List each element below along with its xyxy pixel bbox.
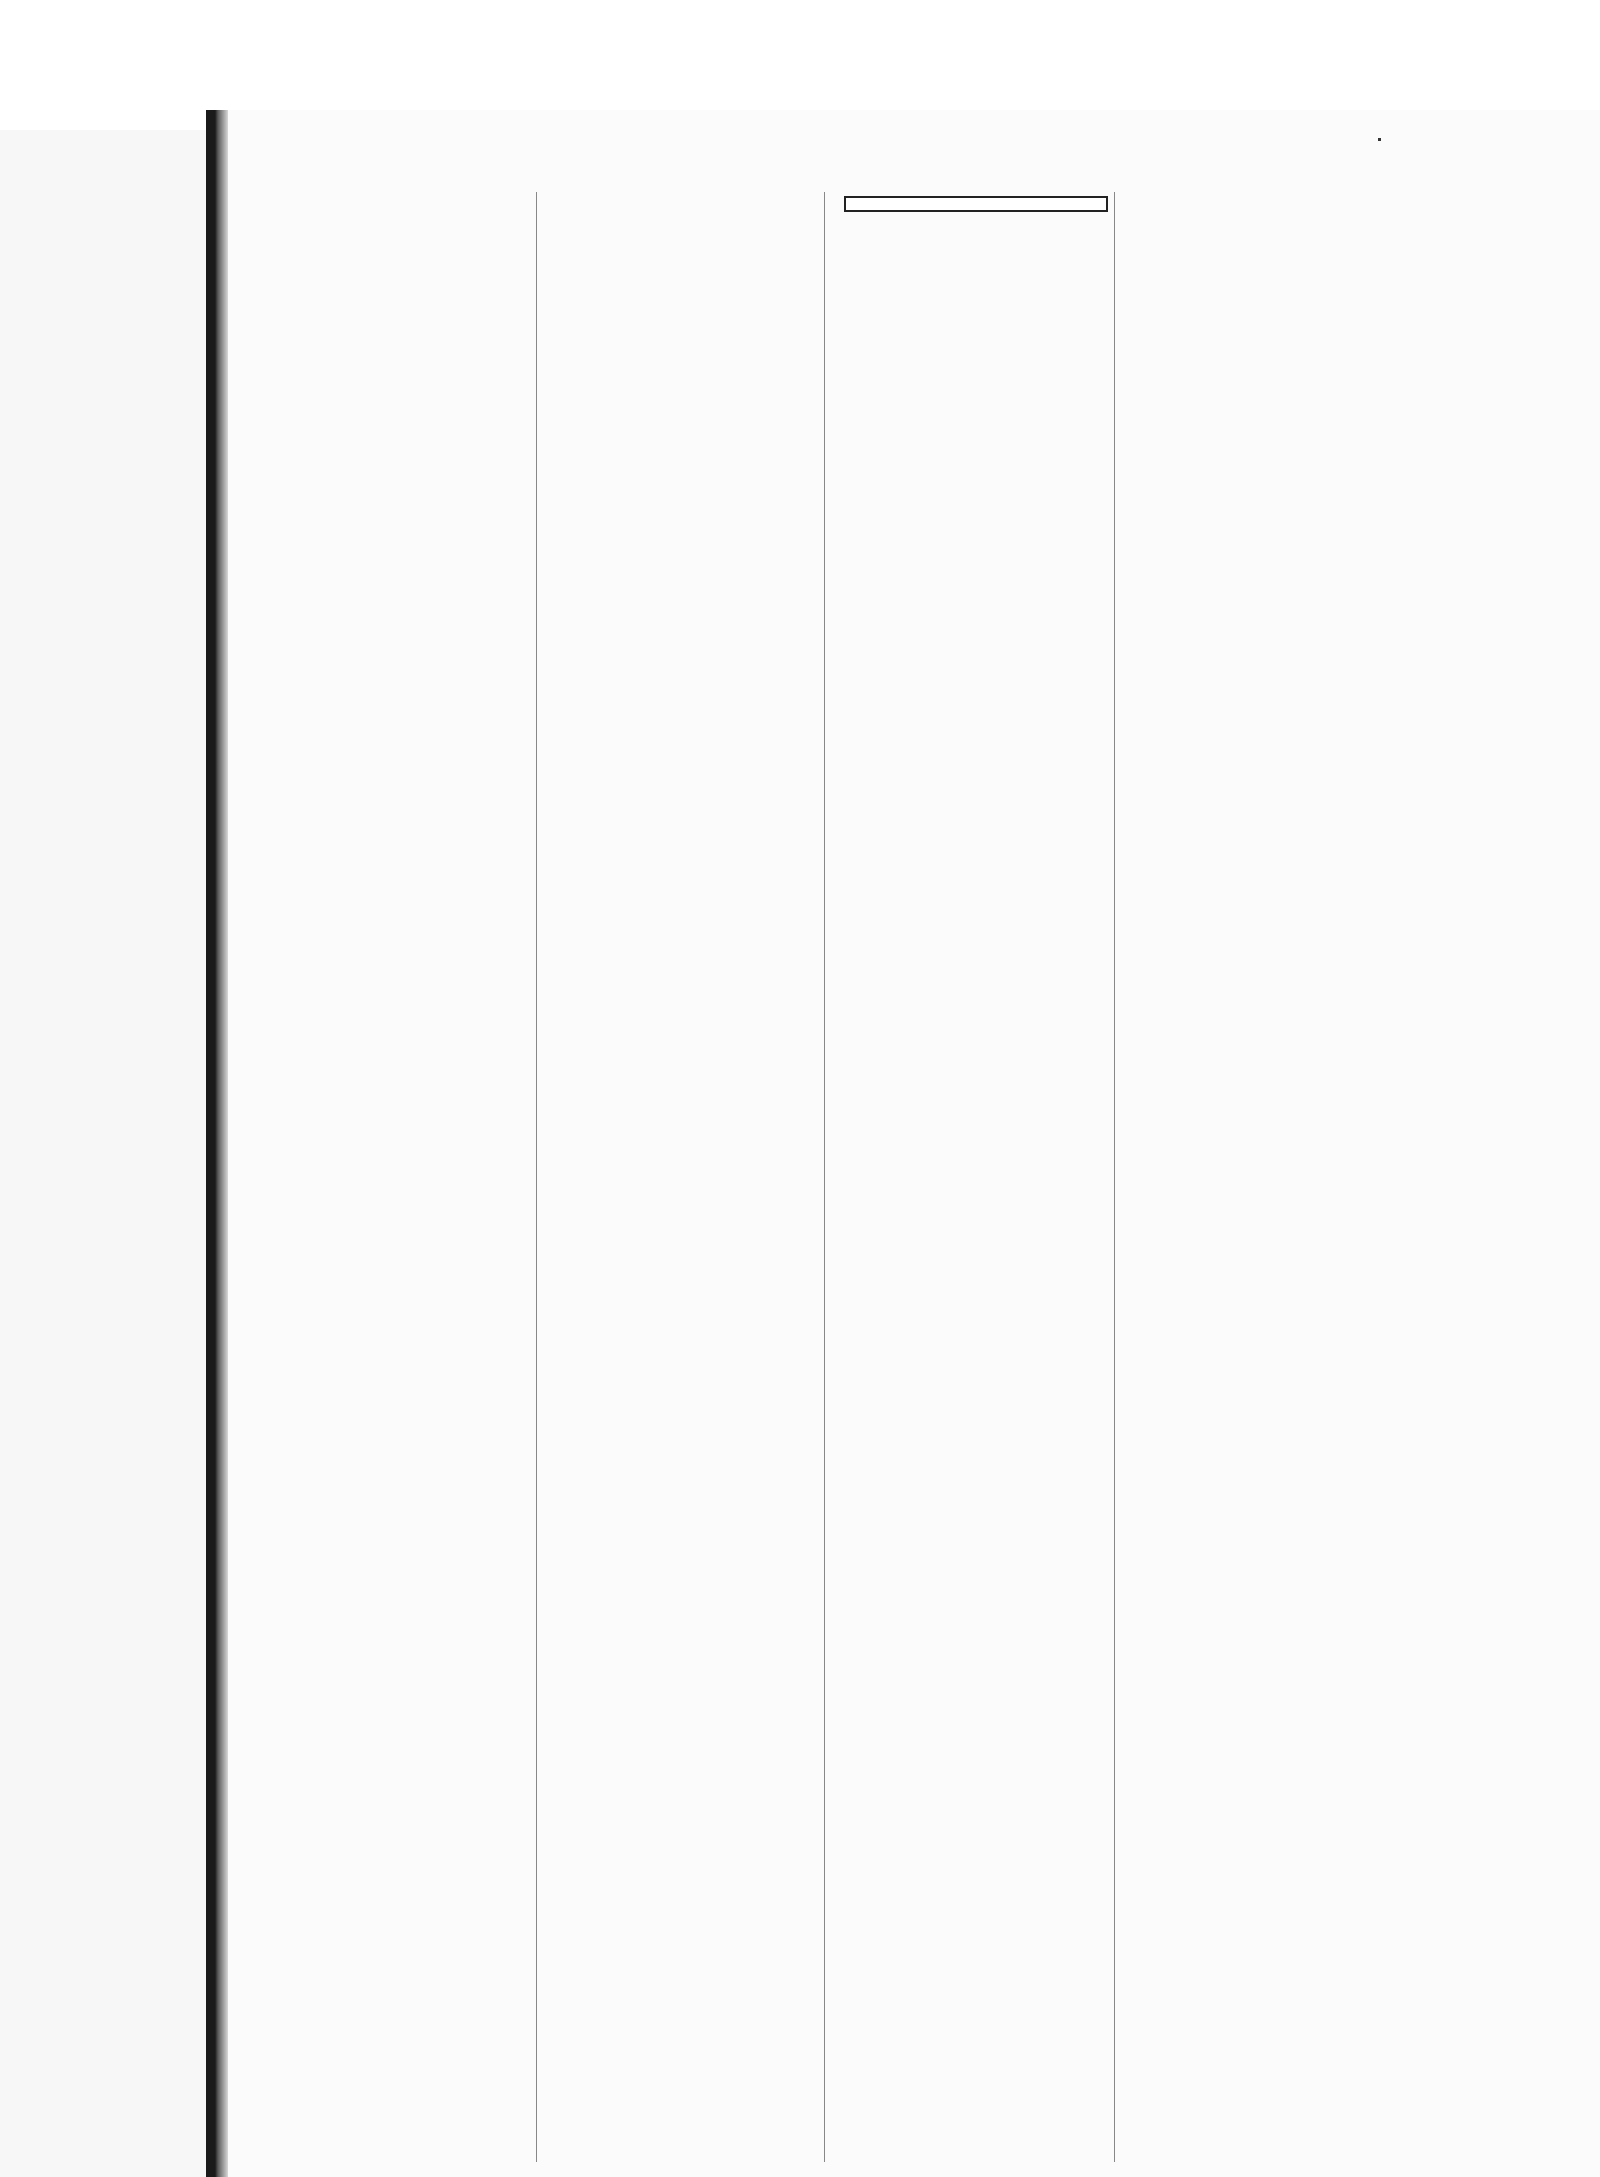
page-header: [244, 146, 1400, 180]
directory-column-1: [244, 192, 534, 2162]
directory-column-4: [1114, 192, 1410, 2162]
directory-column-3: [824, 192, 1120, 2162]
left-page-fragment: [0, 130, 206, 2177]
ad-wrapper: [830, 196, 1120, 212]
bohnhoff-advertisement: [844, 196, 1108, 212]
corner-mark: [1378, 138, 1381, 141]
directory-column-2: [536, 192, 832, 2162]
directory-columns: [244, 192, 1474, 2162]
book-gutter: [206, 110, 228, 2177]
